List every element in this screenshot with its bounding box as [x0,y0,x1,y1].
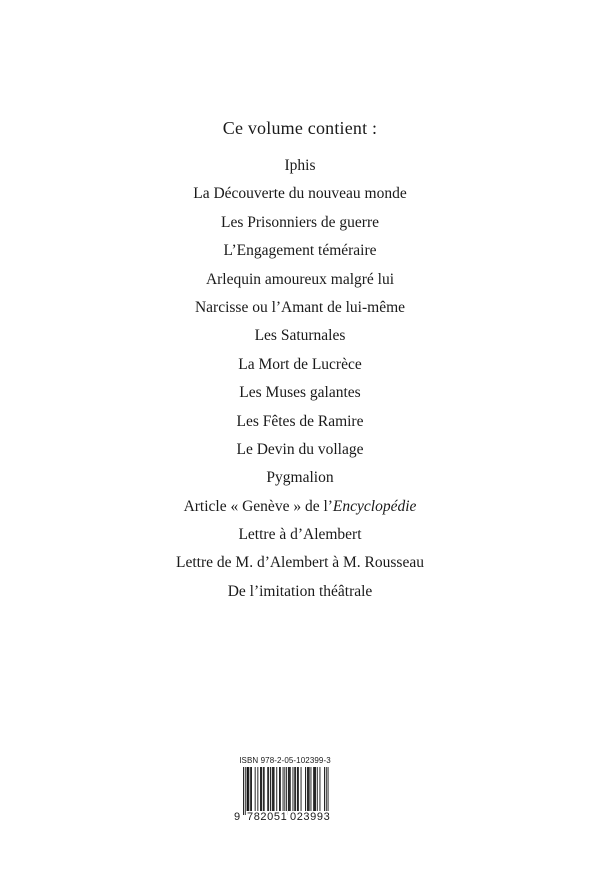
barcode-bar [289,767,290,811]
barcode-bars [236,767,334,817]
barcode-bar [261,767,262,811]
barcode-bar [274,767,275,811]
list-item: Lettre à d’Alembert [238,526,362,544]
barcode-bar [308,767,309,811]
barcode-bar [268,767,269,811]
barcode-bar [301,767,302,811]
contents-list [0,152,600,606]
list-item: Iphis [284,157,316,174]
barcode-bar [260,767,261,811]
list-item: Les Prisonniers de guerre [221,213,379,231]
barcode-bar [243,767,244,815]
list-item: Les Muses galantes [239,384,361,402]
barcode-bar [294,767,295,811]
barcode-bar [263,767,264,811]
barcode-bar [255,767,256,811]
list-item: Narcisse ou l’Amant de lui-même [194,298,406,316]
list-item: La Découverte du nouveau monde [193,185,407,203]
list-item: La Mort de Lucrèce [238,355,362,373]
isbn-label: ISBN 978-2-05-102399-3 [239,756,331,765]
italic-title: Encyclopédie [332,497,417,515]
barcode-bar [286,767,287,815]
barcode-bar [311,767,312,811]
barcode-bar [326,767,327,815]
barcode-bar [298,767,299,811]
barcode-bar [320,767,321,811]
list-item: Article « Genève » de l’Encyclopédie [183,497,417,515]
barcode-bar [250,767,251,811]
barcode-bar [307,767,308,811]
list-item: Lettre de M. d’Alembert à M. Rousseau [176,554,424,572]
barcode-bar [264,767,265,811]
list-item: Les Fêtes de Ramire [236,412,364,430]
barcode-bar [317,767,318,811]
barcode-bar [293,767,294,811]
barcode-bar [324,767,325,811]
list-item: De l’imitation théâtrale [227,582,373,600]
barcode-bar [248,767,249,811]
isbn-barcode [236,756,334,826]
barcode-bar [305,767,306,811]
barcode-bar [288,767,289,811]
barcode-digits-left: 782051 [247,811,288,823]
list-item: Le Devin du vollage [236,440,364,458]
barcode-bar [290,767,291,811]
barcode-bar [270,767,271,811]
list-item: Les Saturnales [254,327,346,345]
barcode-bar [315,767,316,811]
barcode-bar [267,767,268,811]
barcode-bar [248,767,249,811]
barcode-bar [251,767,252,811]
list-item: Pygmalion [266,469,334,487]
barcode-bar [247,767,248,811]
barcode-bar [283,767,284,811]
barcode-bar [309,767,310,811]
barcode-bar [272,767,273,811]
barcode-bar [295,767,296,811]
barcode-bar [297,767,298,811]
barcode-bar [314,767,315,811]
barcode-bar [276,767,277,811]
barcode-bar [313,767,314,811]
contents-heading: Ce volume contient : [222,118,378,138]
barcode-bar [280,767,281,811]
barcode-bar [284,767,285,815]
barcode-digit-lead: 9 [234,811,241,823]
barcode-bar [257,767,258,811]
barcode-bar [273,767,274,811]
barcode-bar [279,767,280,811]
list-item: Arlequin amoureux malgré lui [205,270,395,288]
barcode-bar [328,767,329,815]
barcode-digits-right: 023993 [290,811,331,823]
list-item: L’Engagement téméraire [223,242,377,260]
barcode-bar [245,767,246,815]
